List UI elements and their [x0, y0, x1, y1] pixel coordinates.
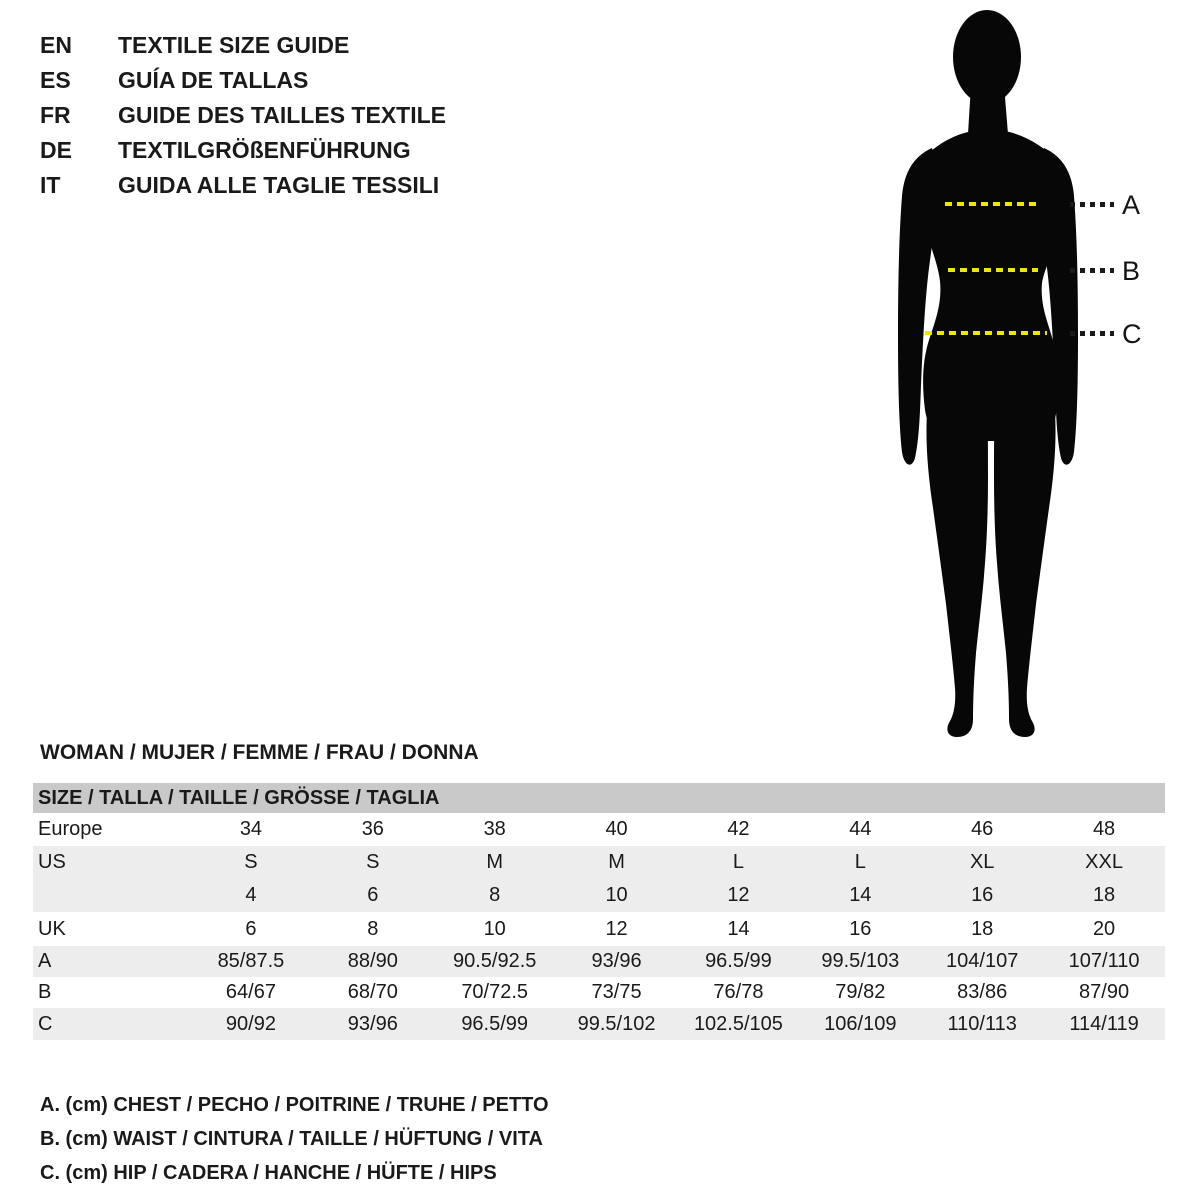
- table-row-us-numeric: [33, 879, 1165, 912]
- table-cell: 102.5/105: [693, 1012, 783, 1035]
- measure-line-b-waist: [948, 268, 1038, 272]
- table-cell: 40: [605, 818, 628, 840]
- measure-connector-c: [1070, 331, 1114, 336]
- table-cell: M: [608, 851, 625, 873]
- table-cell: XXL: [1085, 851, 1123, 873]
- table-row-c-hip: [33, 1008, 1165, 1040]
- right-leg-silhouette: [994, 392, 1056, 737]
- table-cell: 114/119: [1069, 1012, 1139, 1035]
- table-cell: M: [486, 851, 504, 873]
- table-cell: 18: [1092, 884, 1116, 906]
- table-cell: S: [244, 851, 258, 873]
- table-cell: 88/90: [347, 950, 398, 972]
- table-cell: 96.5/99: [705, 950, 772, 972]
- measurement-legend: [40, 1088, 549, 1190]
- table-cell: 107/110: [1068, 950, 1140, 972]
- table-cell: 14: [849, 884, 872, 906]
- language-code-es: ES: [40, 67, 71, 93]
- language-row-es: [40, 63, 446, 98]
- table-cell: 16: [971, 884, 994, 906]
- language-code-it: IT: [40, 172, 61, 198]
- table-cell: 42: [727, 818, 750, 840]
- language-code-en: EN: [40, 32, 72, 58]
- row-label: UK: [38, 917, 66, 940]
- language-row-de: [40, 133, 446, 168]
- table-cell: 99.5/103: [821, 950, 900, 972]
- table-cell: 90/92: [225, 1012, 276, 1035]
- table-cell: 79/82: [835, 981, 886, 1003]
- table-cell: L: [854, 851, 866, 873]
- table-cell: 48: [1092, 818, 1116, 840]
- table-cell: 96.5/99: [461, 1012, 529, 1035]
- table-row-uk: [33, 912, 1165, 946]
- table-cell: 14: [727, 917, 750, 940]
- measure-line-c-hip: [925, 331, 1047, 335]
- language-label-en: TEXTILE SIZE GUIDE: [118, 32, 350, 58]
- table-cell: 106/109: [824, 1012, 897, 1035]
- language-label-it: GUIDA ALLE TAGLIE TESSILI: [118, 172, 440, 198]
- table-cell: XL: [969, 851, 995, 873]
- language-label-es: GUÍA DE TALLAS: [118, 67, 309, 93]
- language-code-fr: FR: [40, 102, 71, 128]
- table-cell: 10: [483, 917, 506, 940]
- table-cell: 64/67: [225, 981, 276, 1003]
- table-cell: 44: [849, 818, 872, 840]
- table-row-europe: [33, 813, 1165, 846]
- table-cell: 104/107: [946, 950, 1019, 972]
- measure-line-a-chest: [945, 202, 1041, 206]
- table-cell: L: [732, 851, 744, 873]
- table-cell: 87/90: [1079, 981, 1130, 1003]
- measure-label-a: A: [1122, 190, 1141, 220]
- table-cell: 73/75: [591, 981, 642, 1003]
- row-label: C: [38, 1012, 53, 1035]
- table-cell: 8: [367, 917, 379, 940]
- table-cell: 99.5/102: [577, 1012, 656, 1035]
- size-table: [33, 783, 1165, 1040]
- language-label-de: TEXTILGRÖßENFÜHRUNG: [118, 137, 411, 163]
- table-cell: 18: [971, 917, 994, 940]
- language-row-en: [40, 28, 446, 63]
- language-row-fr: [40, 98, 446, 133]
- language-row-it: [40, 168, 446, 203]
- table-cell: 6: [367, 884, 379, 906]
- legend-line-c: C. (cm) HIP / CADERA / HANCHE / HÜFTE / HIPS: [40, 1162, 497, 1184]
- table-cell: 70/72.5: [461, 981, 529, 1003]
- table-cell: 36: [361, 818, 384, 840]
- table-cell: 83/86: [957, 981, 1008, 1003]
- figure-area: [850, 0, 1200, 760]
- measure-connector-b: [1070, 268, 1114, 273]
- table-row-b-waist: [33, 977, 1165, 1008]
- table-cell: 12: [727, 884, 750, 906]
- table-cell: 93/96: [347, 1012, 398, 1035]
- measure-connector-a: [1070, 202, 1114, 207]
- measure-label-b: B: [1122, 256, 1141, 286]
- table-cell: 38: [483, 818, 506, 840]
- table-cell: 85/87.5: [217, 950, 285, 972]
- section-heading: WOMAN / MUJER / FEMME / FRAU / DONNA: [40, 741, 479, 764]
- table-cell: 34: [239, 818, 263, 840]
- row-label: A: [38, 950, 52, 972]
- row-label: US: [38, 851, 66, 873]
- measure-label-c: C: [1122, 319, 1142, 349]
- table-cell: 20: [1092, 917, 1116, 940]
- table-cell: 4: [245, 884, 257, 906]
- table-cell: 68/70: [347, 981, 398, 1003]
- table-cell: 76/78: [713, 981, 764, 1003]
- legend-line-b: B. (cm) WAIST / CINTURA / TAILLE / HÜFTUNG / VITA: [40, 1128, 543, 1150]
- table-cell: 90.5/92.5: [452, 950, 537, 972]
- language-guide: [40, 28, 446, 203]
- table-cell: 10: [605, 884, 628, 906]
- woman-silhouette: [850, 0, 1200, 760]
- language-label-fr: GUIDE DES TAILLES TEXTILE: [118, 102, 446, 128]
- legend-line-a: A. (cm) CHEST / PECHO / POITRINE / TRUHE / PETTO: [40, 1094, 549, 1116]
- table-header: SIZE / TALLA / TAILLE / GRÖSSE / TAGLIA: [33, 783, 1165, 813]
- table-cell: 16: [849, 917, 872, 940]
- table-cell: 12: [605, 917, 628, 940]
- language-code-de: DE: [40, 137, 72, 163]
- table-cell: 8: [489, 884, 501, 906]
- left-leg-silhouette: [926, 392, 988, 737]
- table-cell: 6: [245, 917, 257, 940]
- table-row-us: [33, 846, 1165, 879]
- row-label: Europe: [38, 818, 103, 840]
- table-row-a-chest: [33, 946, 1165, 977]
- table-cell: 110/113: [947, 1012, 1017, 1035]
- table-cell: 93/96: [591, 950, 642, 972]
- row-label: B: [38, 981, 52, 1003]
- table-cell: S: [366, 851, 380, 873]
- table-cell: 46: [971, 818, 994, 840]
